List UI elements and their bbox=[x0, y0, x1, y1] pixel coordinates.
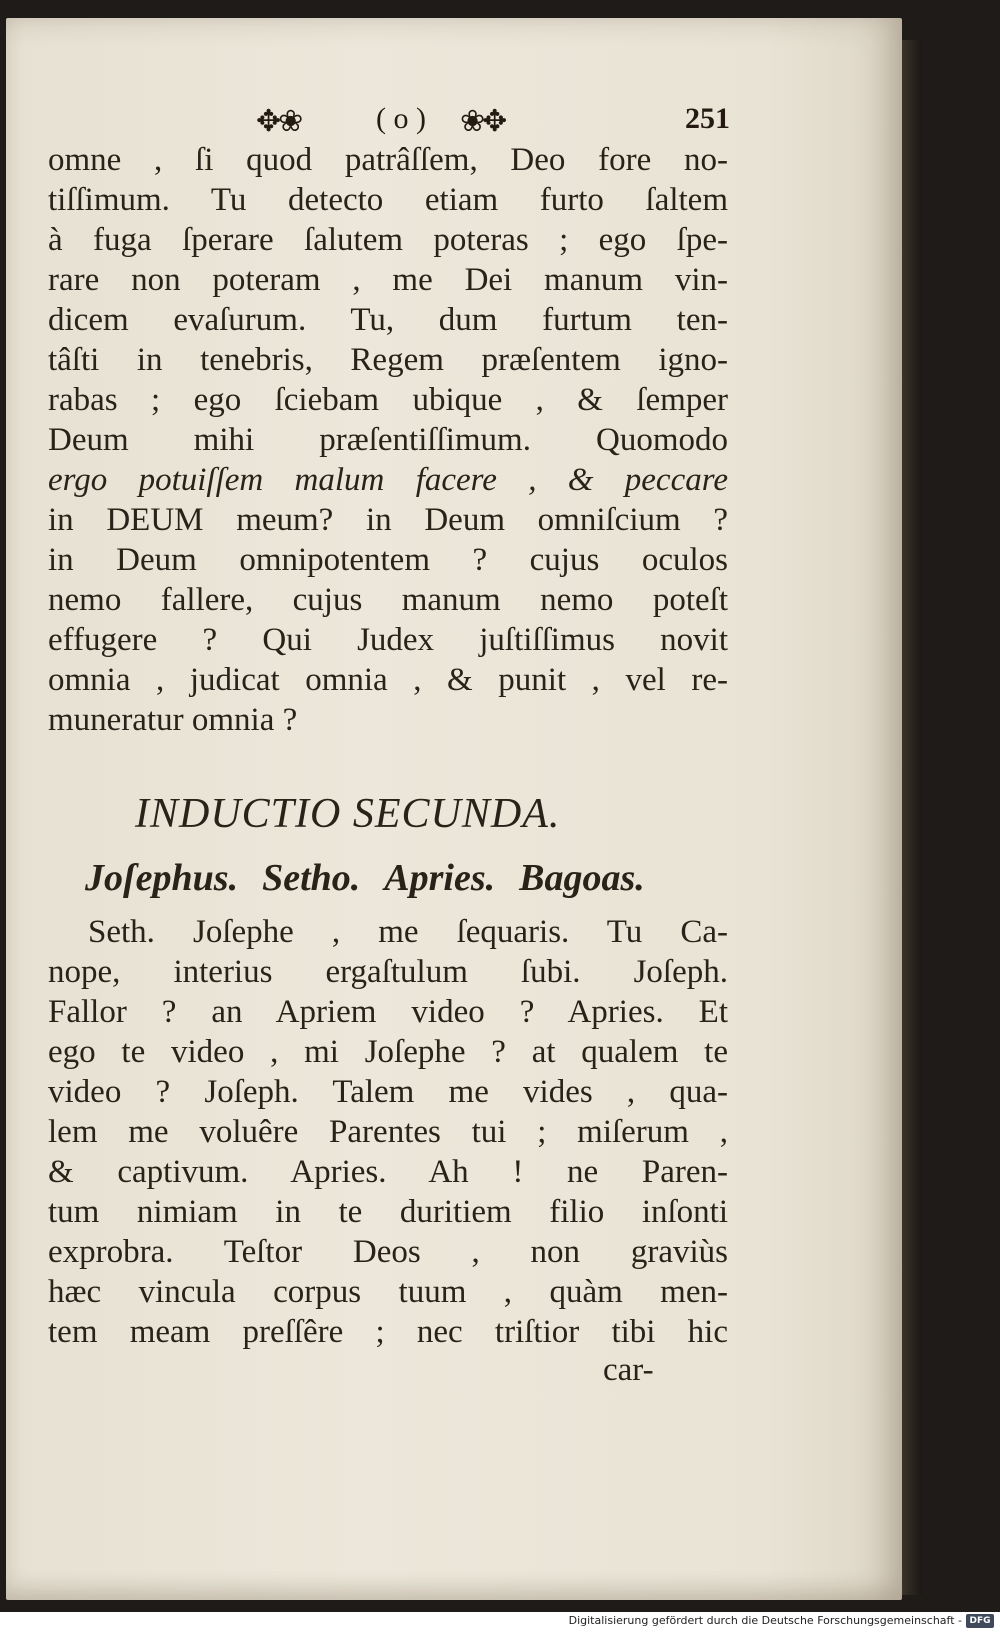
text-line: omnia , judicat omnia , & punit , vel re- bbox=[48, 662, 728, 698]
text-line: ego te video , mi Joſephe ? at qualem te bbox=[48, 1034, 728, 1070]
text-line: lem me voluêre Parentes tui ; miſerum , bbox=[48, 1114, 728, 1150]
ornament-left-icon: ✥❀ bbox=[256, 104, 301, 139]
text-line: omne , ſi quod patrâſſem, Deo fore no- bbox=[48, 142, 728, 178]
text-line: rabas ; ego ſciebam ubique , & ſemper bbox=[48, 382, 728, 418]
footer-bar bbox=[0, 1612, 1000, 1632]
character-name: Setho. bbox=[262, 857, 361, 899]
dfg-logo-icon: DFG bbox=[966, 1614, 994, 1628]
text-line: effugere ? Qui Judex juſtiſſimus novit bbox=[48, 622, 728, 658]
text-line: tem meam preſſêre ; nec triſtior tibi hic bbox=[48, 1314, 728, 1350]
text-line: rare non poteram , me Dei manum vin- bbox=[48, 262, 728, 298]
text-line: nemo fallere, cujus manum nemo poteſt bbox=[48, 582, 728, 618]
character-name: Joſephus. bbox=[85, 857, 239, 899]
text-line: & captivum. Apries. Ah ! ne Paren- bbox=[48, 1154, 728, 1190]
text-line: in Deum omnipotentem ? cujus oculos bbox=[48, 542, 728, 578]
characters-list bbox=[85, 856, 725, 900]
text-line: à fuga ſperare ſalutem poteras ; ego ſpe- bbox=[48, 222, 728, 258]
text-line: Seth. Joſephe , me ſequaris. Tu Ca- bbox=[88, 914, 728, 950]
text-line: hæc vincula corpus tuum , quàm men- bbox=[48, 1274, 728, 1310]
ornament-right-icon: ❀✥ bbox=[460, 104, 505, 139]
section-heading: INDUCTIO SECUNDA. bbox=[135, 791, 561, 837]
catchword: car- bbox=[603, 1352, 654, 1388]
text-line: ergo potuiſſem malum facere , & peccare bbox=[48, 462, 728, 498]
character-name: Apries. bbox=[384, 857, 496, 899]
text-line: dicem evaſurum. Tu, dum furtum ten- bbox=[48, 302, 728, 338]
text-line: muneratur omnia ? bbox=[48, 702, 298, 738]
text-line: tiſſimum. Tu detecto etiam furto ſaltem bbox=[48, 182, 728, 218]
text-line: tum nimiam in te duritiem filio inſonti bbox=[48, 1194, 728, 1230]
text-block-1 bbox=[48, 140, 728, 740]
text-line: video ? Joſeph. Talem me vides , qua- bbox=[48, 1074, 728, 1110]
signature-mark: ( o ) bbox=[376, 102, 426, 135]
text-line: tâſti in tenebris, Regem præſentem igno- bbox=[48, 342, 728, 378]
page-fore-edge bbox=[902, 40, 922, 1595]
running-header bbox=[50, 96, 730, 142]
text-line: Deum mihi præſentiſſimum. Quomodo bbox=[48, 422, 728, 458]
page-number: 251 bbox=[685, 102, 730, 135]
text-line: in DEUM meum? in Deum omniſcium ? bbox=[48, 502, 728, 538]
text-line: nope, interius ergaſtulum ſubi. Joſeph. bbox=[48, 954, 728, 990]
funding-credit: Digitalisierung gefördert durch die Deutsche Forschungsgemeinschaft - bbox=[568, 1614, 962, 1627]
character-name: Bagoas. bbox=[519, 857, 645, 899]
text-line: exprobra. Teſtor Deos , non graviùs bbox=[48, 1234, 728, 1270]
text-line: Fallor ? an Apriem video ? Apries. Et bbox=[48, 994, 728, 1030]
text-block-2 bbox=[48, 912, 728, 1352]
